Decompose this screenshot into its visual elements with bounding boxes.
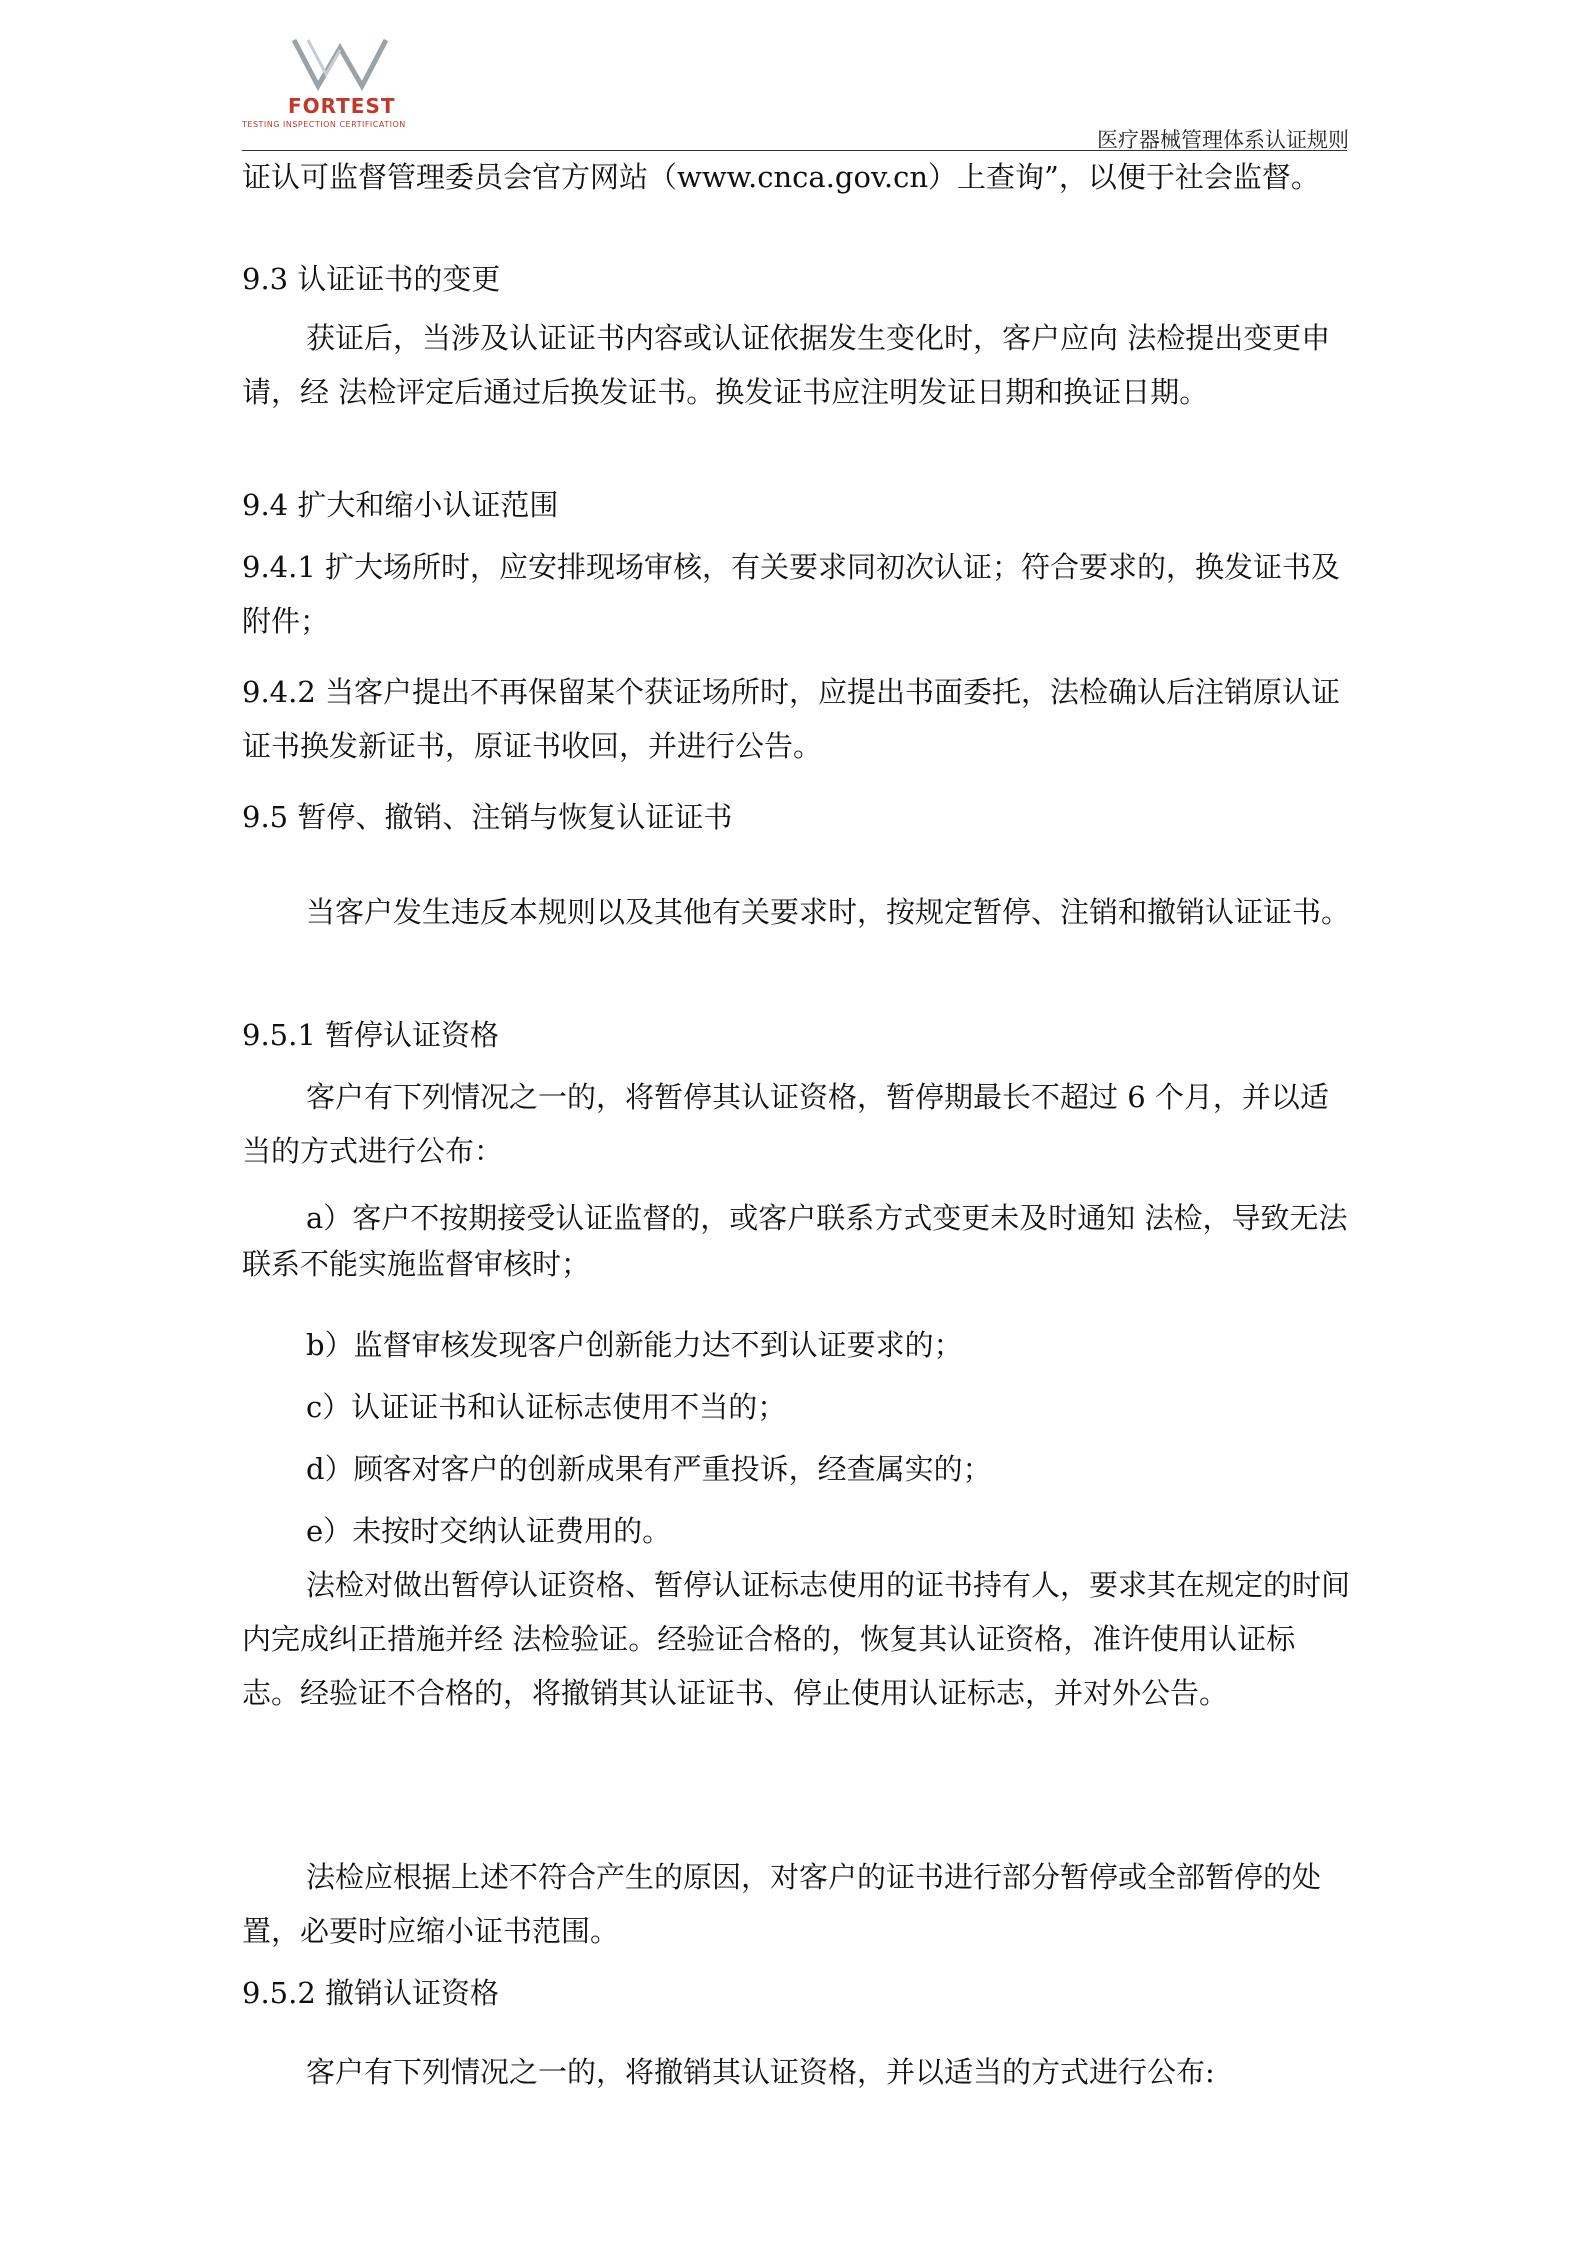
- heading-9-5-1: 9.5.1 暂停认证资格: [242, 1018, 500, 1052]
- list-item-c: c）认证证书和认证标志使用不当的；: [306, 1390, 787, 1424]
- list-item-a: a）客户不按期接受认证监督的，或客户联系方式变更未及时通知 法检，导致无法联系不能实施监督审核时；: [242, 1201, 1348, 1281]
- document-title: 医疗器械管理体系认证规则: [1097, 128, 1349, 152]
- paragraph-partial-suspension: 法检应根据上述不符合产生的原因，对客户的证书进行部分暂停或全部暂停的处置，必要时应缩小证书范围。: [242, 1860, 1322, 1948]
- paragraph-9-4-1: 9.4.1 扩大场所时，应安排现场审核，有关要求同初次认证；符合要求的，换发证书及附件；: [242, 550, 1341, 638]
- list-item-b: b）监督审核发现客户创新能力达不到认证要求的；: [306, 1328, 963, 1362]
- heading-9-4: 9.4 扩大和缩小认证范围: [242, 488, 559, 522]
- paragraph-9-5: 当客户发生违反本规则以及其他有关要求时，按规定暂停、注销和撤销认证证书。: [306, 895, 1351, 929]
- paragraph-continued: 证认可监督管理委员会官方网站（www.cnca.gov.cn）上查询”，以便于社会监督。: [242, 160, 1320, 194]
- paragraph-9-5-2: 客户有下列情况之一的，将撤销其认证资格，并以适当的方式进行公布:: [306, 2055, 1215, 2089]
- logo-brand-text: FORTEST: [288, 94, 396, 118]
- heading-9-5: 9.5 暂停、撤销、注销与恢复认证证书: [242, 800, 733, 834]
- paragraph-9-5-1: 客户有下列情况之一的，将暂停其认证资格，暂停期最长不超过 6 个月，并以适当的方式进行公布：: [242, 1080, 1329, 1168]
- paragraph-9-4-2: 9.4.2 当客户提出不再保留某个获证场所时，应提出书面委托，法检确认后注销原认证证书换发新证书，原证书收回，并进行公告。: [242, 675, 1341, 763]
- list-item-e: e）未按时交纳认证费用的。: [306, 1514, 672, 1548]
- logo-tagline: TESTING INSPECTION CERTIFICATION: [242, 120, 406, 129]
- fortest-w-logo-icon: [290, 36, 390, 92]
- paragraph-9-3: 获证后，当涉及认证证书内容或认证依据发生变化时，客户应向 法检提出变更申请，经 法检评定后通过后换发证书。换发证书应注明发证日期和换证日期。: [242, 321, 1331, 409]
- list-item-d: d）顾客对客户的创新成果有严重投诉，经查属实的；: [306, 1452, 992, 1486]
- paragraph-restore: 法检对做出暂停认证资格、暂停认证标志使用的证书持有人，要求其在规定的时间内完成纠正措施并经 法检验证。经验证合格的，恢复其认证资格，准许使用认证标志。经验证不合格的，将撤销其认证证书、停止使用认证标志，并对外公告。: [242, 1568, 1351, 1710]
- heading-9-3: 9.3 认证证书的变更: [242, 262, 501, 296]
- company-logo: [242, 36, 442, 136]
- heading-9-5-2: 9.5.2 撤销认证资格: [242, 1976, 500, 2010]
